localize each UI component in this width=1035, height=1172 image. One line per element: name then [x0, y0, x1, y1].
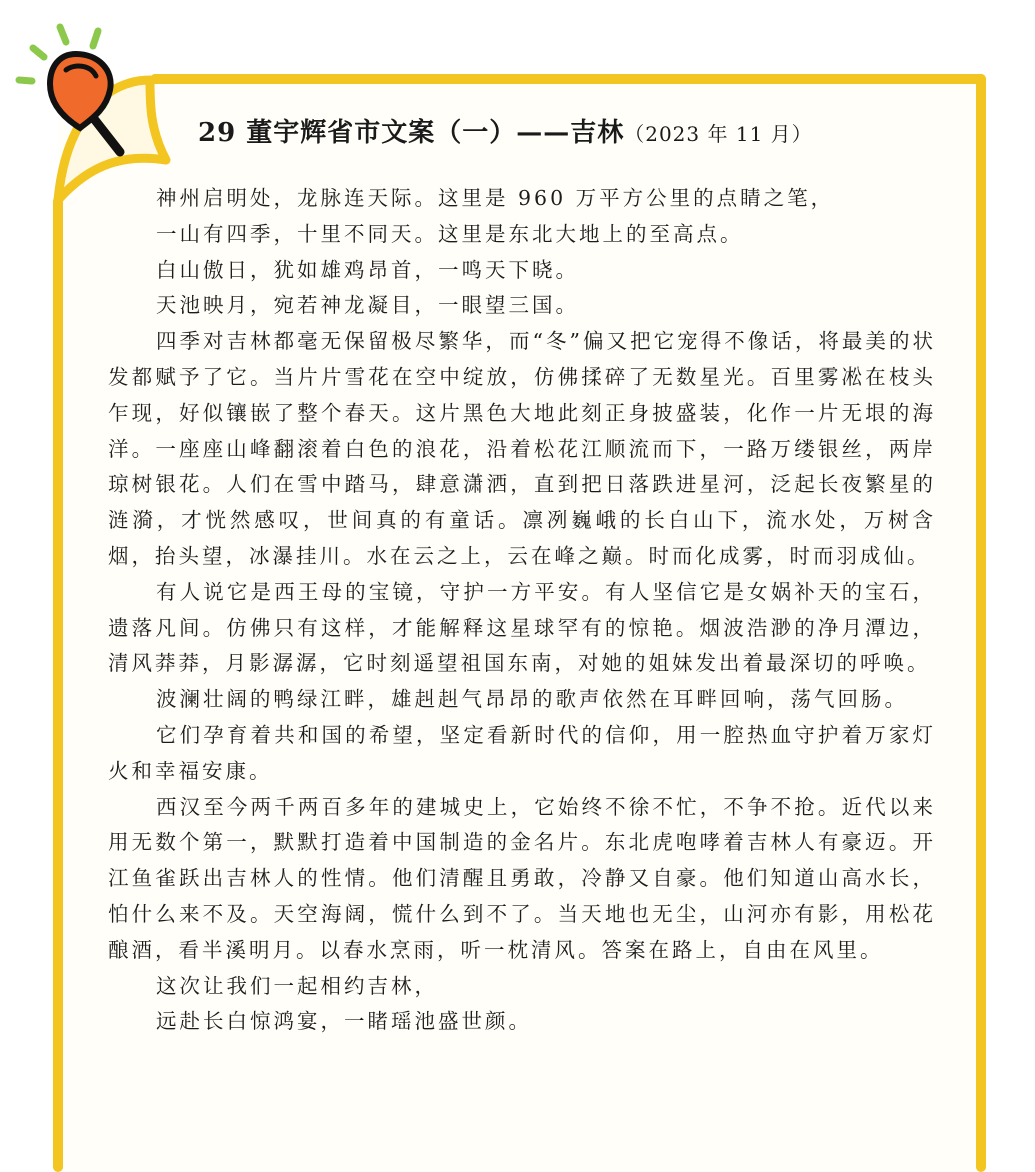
paragraph: 白山傲日，犹如雄鸡昂首，一鸣天下晓。 — [156, 257, 579, 282]
paragraph: 一山有四季，十里不同天。这里是东北大地上的至高点。 — [156, 221, 744, 246]
title-main: 29 董宇辉省市文案（一）——吉林 — [198, 118, 625, 148]
title-date: （2023 年 11 月） — [624, 122, 813, 146]
paragraph: 这次让我们一起相约吉林， — [156, 973, 438, 998]
paragraph: 西汉至今两千两百多年的建城史上，它始终不徐不忙，不争不抢。近代以来用无数个第一，默默打造着中国制造的金名片。东北虎咆哮着吉林人有豪迈。开江鱼雀跃出吉林人的性情。他们清醒且勇敢，冷静又自豪。他们知道山高水长，怕什么来不及。天空海阔，慌什么到不了。当天地也无尘，山河亦有影，用松花酿酒，看半溪明月。以春水烹雨，听一枕清风。答案在路上，自由在风里。 — [108, 794, 936, 962]
paragraph: 它们孕育着共和国的希望，坚定看新时代的信仰，用一腔热血守护着万家灯火和幸福安康。 — [108, 722, 936, 783]
page-title — [198, 112, 958, 149]
paragraph: 远赴长白惊鸿宴，一睹瑶池盛世颜。 — [156, 1009, 532, 1034]
paragraph: 天池映月，宛若神龙凝目，一眼望三国。 — [156, 293, 579, 318]
article-body — [108, 181, 936, 1040]
paragraph: 波澜壮阔的鸭绿江畔，雄赳赳气昂昂的歌声依然在耳畔回响，荡气回肠。 — [156, 687, 908, 712]
paragraph: 四季对吉林都毫无保留极尽繁华，而“冬”偏又把它宠得不像话，将最美的状发都赋予了它。当片片雪花在空中绽放，仿佛揉碎了无数星光。百里雾凇在枝头乍现，好似镶嵌了整个春天。这片黑色大地此刻正身披盛装，化作一片无垠的海洋。一座座山峰翻滚着白色的浪花，沿着松花江顺流而下，一路万缕银丝，两岸琼树银花。人们在雪中踏马，肆意潇洒，直到把日落跌进星河，泛起长夜繁星的涟漪，才恍然感叹，世间真的有童话。凛冽巍峨的长白山下，流水处，万树含烟，抬头望，冰瀑挂川。水在云之上，云在峰之巅。时而化成雾，时而羽成仙。 — [108, 329, 936, 568]
paragraph: 有人说它是西王母的宝镜，守护一方平安。有人坚信它是女娲补天的宝石，遗落凡间。仿佛只有这样，才能解释这星球罕有的惊艳。烟波浩渺的净月潭边，清风莽莽，月影潺潺，它时刻遥望祖国东南，对她的姐妹发出着最深切的呼唤。 — [108, 579, 936, 676]
paragraph: 神州启明处，龙脉连天际。这里是 960 万平方公里的点睛之笔， — [156, 186, 835, 210]
